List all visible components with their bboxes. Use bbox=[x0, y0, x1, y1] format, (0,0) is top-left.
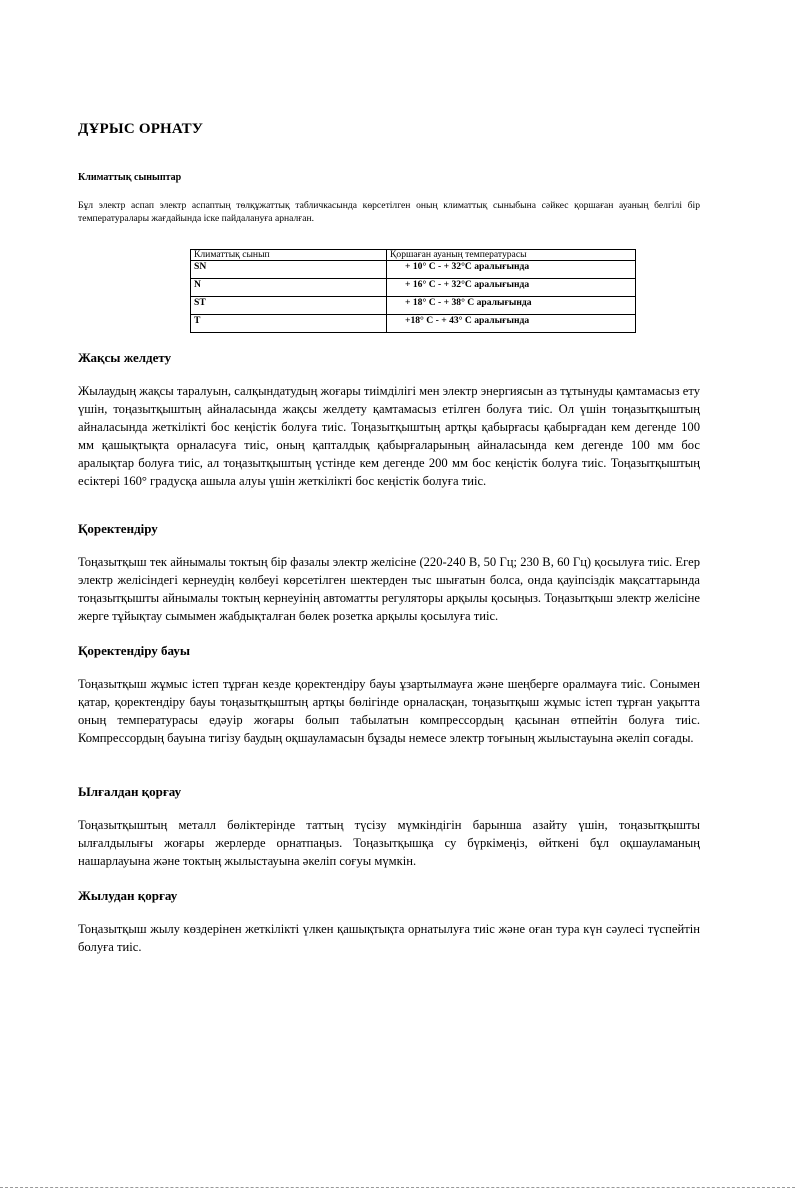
table-header-row bbox=[191, 250, 636, 261]
climate-classes-heading: Климаттық сыныптар bbox=[78, 172, 182, 183]
class-cell: SN bbox=[191, 261, 387, 279]
class-cell: ST bbox=[191, 297, 387, 315]
table-row bbox=[191, 315, 636, 333]
power-supply-body: Тоңазытқыш тек айнымалы токтың бір фазалы электр желісіне (220-240 В, 50 Гц; 230 В, 60 Гц) қосылуға тиіс. Егер электр желісіндегі кернеудің көлбеуі көрсетілген шектерден тыс шығатын болса, онда қауіпсіздік мақсаттарында тоңазытқышты айнымалы токтың кернеуінің автоматты регуляторы арқылы қосыңыз. Тоңазытқыш электр желісіне жерге тұйықтау сымымен жабдықталған бөлек розетка арқылы қосылуға тиіс. bbox=[78, 555, 700, 623]
climate-class-table bbox=[190, 249, 636, 333]
climate-classes-intro: Бұл электр аспап электр аспаптың төлқұжаттық табличкасында көрсетілген оның климаттық сыныбына сәйкес қоршаған ауаның белгілі бір температуралары жағдайында іске пайдалануға арналған. bbox=[78, 200, 700, 224]
table-row bbox=[191, 261, 636, 279]
power-cord-heading: Қоректендіру бауы bbox=[78, 643, 191, 658]
page-edge-divider bbox=[0, 1187, 795, 1192]
column-header-class: Климаттық сынып bbox=[191, 250, 387, 261]
temperature-cell: + 10° C - + 32°C аралығында bbox=[387, 261, 636, 279]
table-row bbox=[191, 279, 636, 297]
moisture-protection-heading: Ылғалдан қорғау bbox=[78, 784, 182, 799]
class-cell: T bbox=[191, 315, 387, 333]
power-supply-heading: Қоректендіру bbox=[78, 521, 158, 536]
temperature-cell: + 16° C - + 32°C аралығында bbox=[387, 279, 636, 297]
column-header-temperature: Қоршаған ауаның температурасы bbox=[387, 250, 636, 261]
class-cell: N bbox=[191, 279, 387, 297]
heat-protection-heading: Жылудан қорғау bbox=[78, 888, 178, 903]
heat-protection-body: Тоңазытқыш жылу көздерінен жеткілікті үлкен қашықтықта орнатылуға тиіс және оған тура күн сәулесі түспейтін болуға тиіс. bbox=[78, 922, 700, 954]
table-row bbox=[191, 297, 636, 315]
temperature-cell: + 18° C - + 38° C аралығында bbox=[387, 297, 636, 315]
temperature-cell: +18° C - + 43° C аралығында bbox=[387, 315, 636, 333]
ventilation-heading: Жақсы желдету bbox=[78, 350, 172, 365]
power-cord-body: Тоңазытқыш жұмыс істеп тұрған кезде қоректендіру бауы ұзартылмауға және шеңберге оралмауға тиіс. Сонымен қатар, қоректендіру бауы тоңазытқыштың артқы бөлігінде орналасқан, тоңазытқыш жұмыс істеп тұрған уақытта оның температурасы едәуір жоғары болып табылатын компрессордың қасынан өтпейтін болуға тиіс. Компрессордың бауына тигізу баудың оқшауламасын бұзады немесе электр тоғының жылыстауына әкеліп соғады. bbox=[78, 677, 700, 745]
moisture-protection-body: Тоңазытқыштың металл бөліктерінде таттың түсізу мүмкіндігін барынша азайту үшін, тоңазытқышты ылғалдылығы жоғары жерлерде орнатпаңыз. Тоңазытқышқа су бүркімеңіз, өйткені бұл оқшауламаның нашарлауына және токтың жылыстауына әкеліп соғуы мүмкін. bbox=[78, 818, 700, 868]
ventilation-body: Жылаудың жақсы таралуын, салқындатудың жоғары тиімділігі мен электр энергиясын аз тұтынуды қамтамасыз ету үшін, тоңазытқыштың айналасында жақсы желдету қамтамасыз етілген болуға тиіс. Ол үшін тоңазытқыштың айналасында жеткілікті бос кеңістік болуға тиіс. Тоңазытқыштың артқы қабырғасы қабырғадан кем дегенде 100 мм қашықтықта орналасуға тиіс, оның қапталдық қабырғаларының айналасында кем дегенде 100 мм бос аралықтар болуға тиіс, ал тоңазытқыштың үстінде кем дегенде 200 мм бос кеңістік болуға тиіс. Тоңазытқыштың есіктері 160° градусқа ашыла алуы үшін жеткілікті бос кеңістік болуға тиіс. bbox=[78, 384, 700, 488]
page-title: ДҰРЫС ОРНАТУ bbox=[78, 121, 204, 137]
